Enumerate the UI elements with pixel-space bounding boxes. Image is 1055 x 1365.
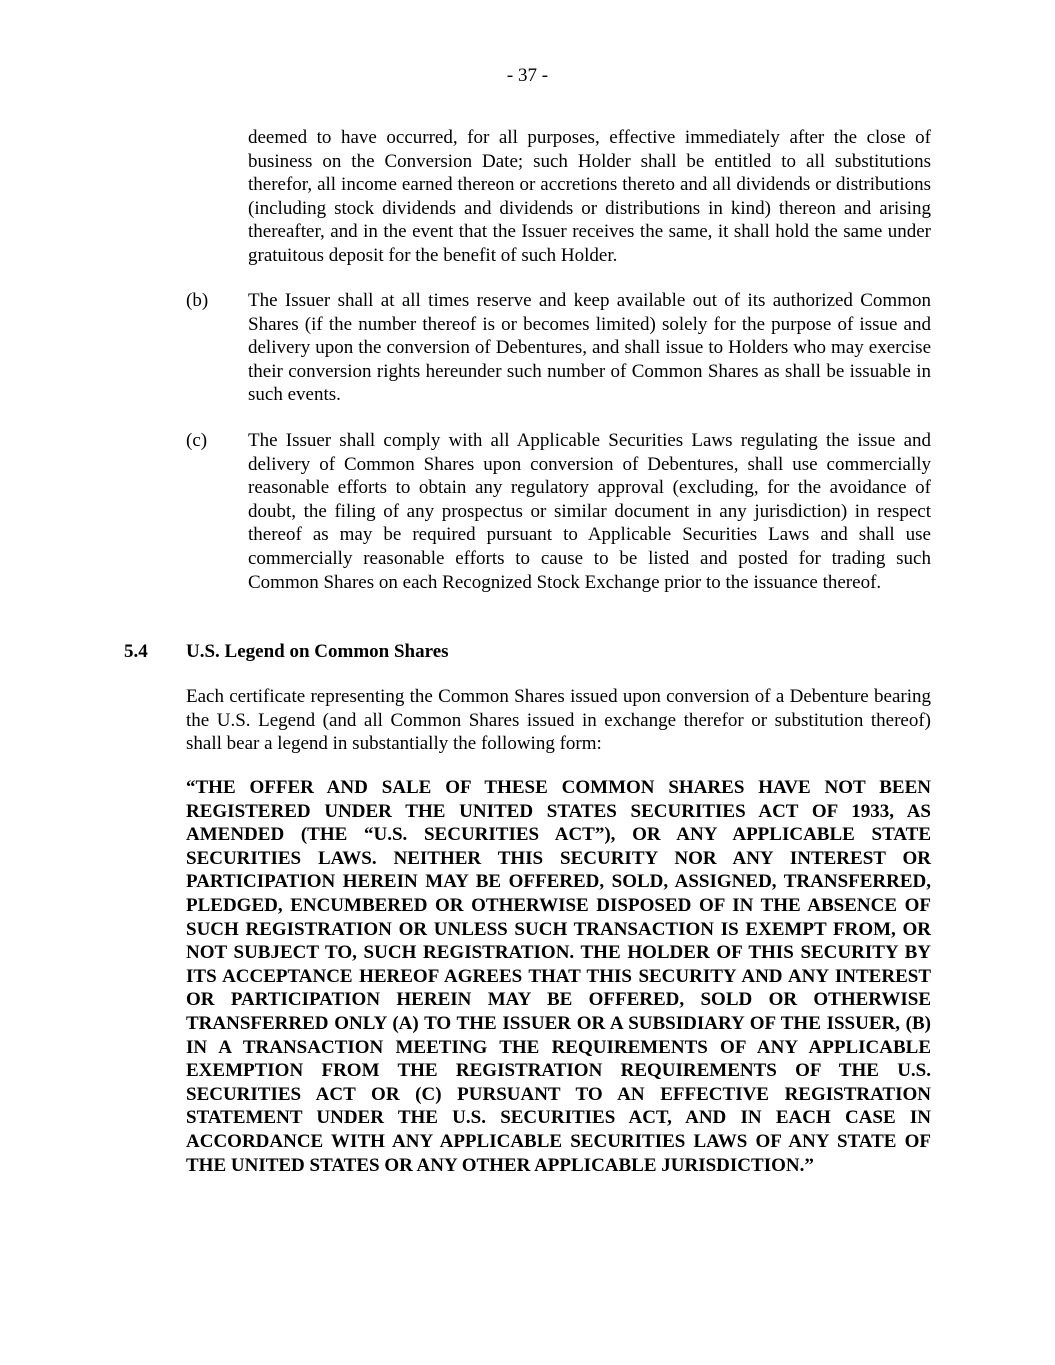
list-item-text: The Issuer shall comply with all Applicable Securities Laws regulating the issue and delivery of Common Shares upon conversion of Debentures, shall use commercially reasonable efforts to obtain any regulatory approval (excluding, for the avoidance of doubt, the filing of any prospectus or similar document in any jurisdiction) in respect thereof as may be required pursuant to Applicable Securities Laws and shall use commercially reasonable efforts to cause to be listed and posted for trading such Common Shares on each Recognized Stock Exchange prior to the issuance thereof.: [248, 430, 931, 593]
list-item-text: The Issuer shall at all times reserve and keep available out of its authorized Common Shares (if the number thereof is or becomes limited) solely for the purpose of issue and delivery upon the conversion of Debentures, and shall issue to Holders who may exercise their conversion rights hereunder such number of Common Shares as shall be issuable in such events.: [248, 290, 931, 406]
section-number: 5.4: [124, 641, 148, 662]
list-item-b: [186, 289, 931, 407]
list-item-label: (c): [186, 430, 208, 451]
section-intro-paragraph: Each certificate representing the Common Shares issued upon conversion of a Debenture bearing the U.S. Legend (and all Common Shares issued in exchange therefor or substitution thereof) shall bear a legend in substantially the following form:: [186, 686, 931, 755]
continued-paragraph: deemed to have occurred, for all purposes, effective immediately after the close of business on the Conversion Date; such Holder shall be entitled to all substitutions therefor, all income earned thereon or accretions thereto and all dividends or distributions (including stock dividends and dividends or distributions in kind) thereon and arising thereafter, and in the event that the Issuer receives the same, it shall hold the same under gratuitous deposit for the benefit of such Holder.: [248, 127, 931, 266]
us-legend-text: “THE OFFER AND SALE OF THESE COMMON SHARES HAVE NOT BEEN REGISTERED UNDER THE UNITED STATES SECURITIES ACT OF 1933, AS AMENDED (THE “U.S. SECURITIES ACT”), OR ANY APPLICABLE STATE SECURITIES LAWS. NEITHER THIS SECURITY NOR ANY INTEREST OR PARTICIPATION HEREIN MAY BE OFFERED, SOLD, ASSIGNED, TRANSFERRED, PLEDGED, ENCUMBERED OR OTHERWISE DISPOSED OF IN THE ABSENCE OF SUCH REGISTRATION OR UNLESS SUCH TRANSACTION IS EXEMPT FROM, OR NOT SUBJECT TO, SUCH REGISTRATION. THE HOLDER OF THIS SECURITY BY ITS ACCEPTANCE HEREOF AGREES THAT THIS SECURITY AND ANY INTEREST OR PARTICIPATION HEREIN MAY BE OFFERED, SOLD OR OTHERWISE TRANSFERRED ONLY (A) TO THE ISSUER OR A SUBSIDIARY OF THE ISSUER, (B) IN A TRANSACTION MEETING THE REQUIREMENTS OF ANY APPLICABLE EXEMPTION FROM THE REGISTRATION REQUIREMENTS OF THE U.S. SECURITIES ACT OR (C) PURSUANT TO AN EFFECTIVE REGISTRATION STATEMENT UNDER THE U.S. SECURITIES ACT, AND IN EACH CASE IN ACCORDANCE WITH ANY APPLICABLE SECURITIES LAWS OF ANY STATE OF THE UNITED STATES OR ANY OTHER APPLICABLE JURISDICTION.”: [186, 777, 931, 1176]
list-item-c: [186, 429, 931, 594]
section-heading: [124, 640, 449, 664]
list-item-label: (b): [186, 290, 209, 311]
section-title: U.S. Legend on Common Shares: [186, 641, 449, 662]
page-number: - 37 -: [506, 65, 549, 86]
